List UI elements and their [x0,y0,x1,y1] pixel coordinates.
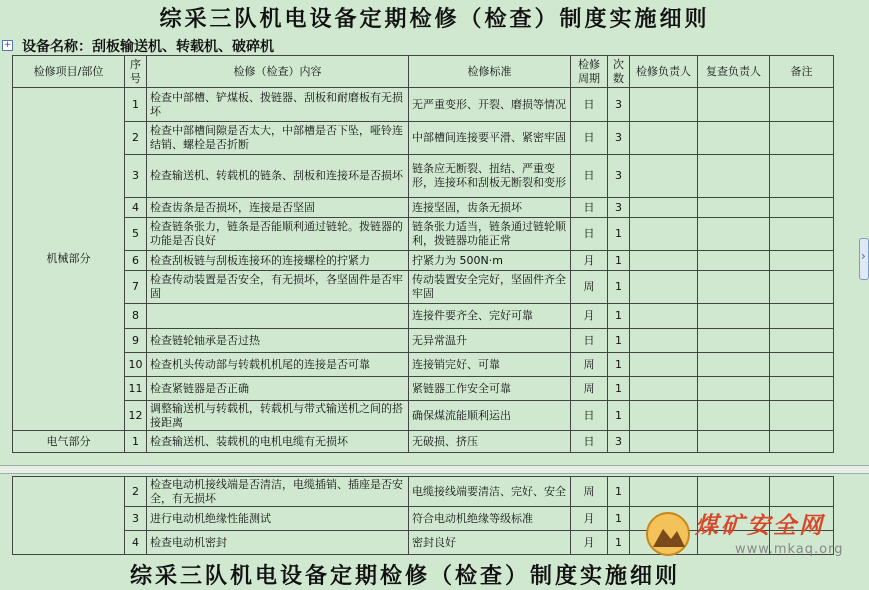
inspection-standard: 传动装置安全完好，坚固件齐全牢固 [409,271,571,304]
responsible-cell [630,401,698,431]
row-number: 5 [125,218,147,251]
table-row [13,251,834,271]
inspection-times: 1 [608,271,630,304]
inspection-content: 检查链轮轴承是否过热 [147,329,409,353]
inspection-period: 周 [571,477,608,507]
reviewer-cell [698,198,770,218]
table-row [13,198,834,218]
inspection-standard: 链条张力适当，链条通过链轮顺利，拨链器功能正常 [409,218,571,251]
table-row [13,304,834,329]
inspection-period: 月 [571,251,608,271]
inspection-content: 检查链条张力，链条是否能顺利通过链轮。拨链器的功能是否良好 [147,218,409,251]
header-times: 次数 [608,56,630,88]
reviewer-cell [698,271,770,304]
header-period: 检修周期 [571,56,608,88]
row-number: 3 [125,507,147,531]
table-row [13,88,834,122]
reviewer-cell [698,218,770,251]
inspection-times: 1 [608,477,630,507]
section-label-electrical: 电气部分 [13,431,125,453]
table-row [13,377,834,401]
responsible-cell [630,218,698,251]
responsible-cell [630,122,698,155]
inspection-content: 检查输送机、装载机的电机电缆有无损坏 [147,431,409,453]
responsible-cell [630,304,698,329]
reviewer-cell [698,401,770,431]
inspection-standard: 连接坚固，齿条无损坏 [409,198,571,218]
inspection-times: 1 [608,218,630,251]
inspection-times: 3 [608,122,630,155]
inspection-content: 检查中部槽、铲煤板、拨链器、刮板和耐磨板有无损坏 [147,88,409,122]
inspection-period: 日 [571,218,608,251]
inspection-period: 日 [571,198,608,218]
note-cell [770,401,834,431]
table-row [13,155,834,198]
note-cell [770,353,834,377]
table-row [13,271,834,304]
inspection-period: 月 [571,531,608,555]
inspection-content: 进行电动机绝缘性能测试 [147,507,409,531]
row-number: 1 [125,88,147,122]
responsible-cell [630,198,698,218]
inspection-standard: 中部槽间连接要平滑、紧密牢固 [409,122,571,155]
note-cell [770,251,834,271]
next-page-title: 综采三队机电设备定期检修（检查）制度实施细则 [130,563,681,589]
row-number: 2 [125,477,147,507]
section-label-blank [13,477,125,555]
inspection-times: 3 [608,88,630,122]
row-number: 4 [125,531,147,555]
note-cell [770,88,834,122]
row-number: 10 [125,353,147,377]
inspection-standard: 无破损、挤压 [409,431,571,453]
expand-icon[interactable]: + [3,40,12,50]
header-content: 检修（检查）内容 [147,56,409,88]
inspection-content: 检查紧链器是否正确 [147,377,409,401]
row-number: 3 [125,155,147,198]
header-note: 备注 [770,56,834,88]
inspection-content: 检查传动装置是否安全，有无损坏，各坚固件是否牢固 [147,271,409,304]
document-title: 综采三队机电设备定期检修（检查）制度实施细则 [159,6,710,32]
inspection-period: 周 [571,353,608,377]
note-cell [770,122,834,155]
note-cell [770,218,834,251]
inspection-times: 3 [608,198,630,218]
responsible-cell [630,353,698,377]
inspection-standard: 确保煤流能顺利运出 [409,401,571,431]
row-number: 8 [125,304,147,329]
maintenance-table [12,55,834,453]
inspection-standard: 无异常温升 [409,329,571,353]
inspection-period: 周 [571,377,608,401]
row-number: 2 [125,122,147,155]
inspection-content: 检查齿条是否损坏，连接是否坚固 [147,198,409,218]
inspection-content: 检查中部槽间隙是否太大，中部槽是否下坠，哑铃连结销、螺栓是否折断 [147,122,409,155]
reviewer-cell [698,155,770,198]
responsible-cell [630,88,698,122]
section-label-mechanical: 机械部分 [13,88,125,431]
inspection-standard: 连接销完好、可靠 [409,353,571,377]
note-cell [770,477,834,507]
header-standard: 检修标准 [409,56,571,88]
responsible-cell [630,251,698,271]
watermark-name: 煤矿安全网 [695,513,825,539]
header-item: 检修项目/部位 [13,56,125,88]
inspection-standard: 紧链器工作安全可靠 [409,377,571,401]
note-cell [770,271,834,304]
header-no: 序号 [125,56,147,88]
inspection-period: 日 [571,401,608,431]
inspection-standard: 链条应无断裂、扭结、严重变形，连接环和刮板无断裂和变形 [409,155,571,198]
note-cell [770,155,834,198]
row-number: 12 [125,401,147,431]
reviewer-cell [698,377,770,401]
inspection-times: 1 [608,304,630,329]
table-row [13,431,834,453]
inspection-period: 日 [571,155,608,198]
table-row [13,477,834,507]
table-row [13,353,834,377]
responsible-cell [630,155,698,198]
row-number: 4 [125,198,147,218]
note-cell [770,198,834,218]
inspection-content: 检查电动机接线端是否清洁，电缆插销、插座是否安全，有无损坏 [147,477,409,507]
note-cell [770,304,834,329]
reviewer-cell [698,477,770,507]
inspection-period: 日 [571,122,608,155]
inspection-period: 月 [571,304,608,329]
row-number: 11 [125,377,147,401]
inspection-period: 日 [571,431,608,453]
inspection-times: 1 [608,377,630,401]
header-reviewer: 复查负责人 [698,56,770,88]
inspection-standard: 符合电动机绝缘等级标准 [409,507,571,531]
table-row [13,122,834,155]
responsible-cell [630,377,698,401]
row-number: 6 [125,251,147,271]
header-responsible: 检修负责人 [630,56,698,88]
inspection-times: 3 [608,431,630,453]
responsible-cell [630,329,698,353]
inspection-content: 调整输送机与转载机，转载机与带式输送机之间的搭接距离 [147,401,409,431]
inspection-standard: 密封良好 [409,531,571,555]
inspection-period: 日 [571,329,608,353]
reviewer-cell [698,329,770,353]
table-row [13,329,834,353]
watermark-url: www.mkaq.org [735,542,844,557]
reviewer-cell [698,353,770,377]
table-row [13,401,834,431]
inspection-content: 检查电动机密封 [147,531,409,555]
inspection-standard: 拧紧力为 500N·m [409,251,571,271]
table-row [13,218,834,251]
inspection-period: 月 [571,507,608,531]
pane-splitter[interactable] [0,465,869,474]
reviewer-cell [698,431,770,453]
inspection-times: 1 [608,531,630,555]
inspection-times: 1 [608,329,630,353]
inspection-content: 检查机头传动部与转载机机尾的连接是否可靠 [147,353,409,377]
row-number: 9 [125,329,147,353]
responsible-cell [630,431,698,453]
logo-icon [645,509,691,559]
site-watermark [643,505,863,563]
row-number: 7 [125,271,147,304]
responsible-cell [630,477,698,507]
reviewer-cell [698,251,770,271]
reviewer-cell [698,304,770,329]
inspection-times: 3 [608,155,630,198]
inspection-content [147,304,409,329]
side-scroll-handle[interactable] [859,238,869,280]
inspection-content: 检查刮板链与刮板连接环的连接螺栓的拧紧力 [147,251,409,271]
row-number: 1 [125,431,147,453]
inspection-times: 1 [608,507,630,531]
inspection-times: 1 [608,353,630,377]
note-cell [770,431,834,453]
inspection-period: 周 [571,271,608,304]
reviewer-cell [698,122,770,155]
note-cell [770,377,834,401]
note-cell [770,329,834,353]
inspection-period: 日 [571,88,608,122]
inspection-content: 检查输送机、转载机的链条、刮板和连接环是否损坏 [147,155,409,198]
responsible-cell [630,271,698,304]
reviewer-cell [698,88,770,122]
inspection-times: 1 [608,251,630,271]
inspection-standard: 连接件要齐全、完好可靠 [409,304,571,329]
inspection-standard: 无严重变形、开裂、磨损等情况 [409,88,571,122]
table-header-row [13,56,834,88]
device-name: 设备名称：刮板输送机、转载机、破碎机 [22,39,274,55]
inspection-times: 1 [608,401,630,431]
inspection-standard: 电缆接线端要清洁、完好、安全 [409,477,571,507]
